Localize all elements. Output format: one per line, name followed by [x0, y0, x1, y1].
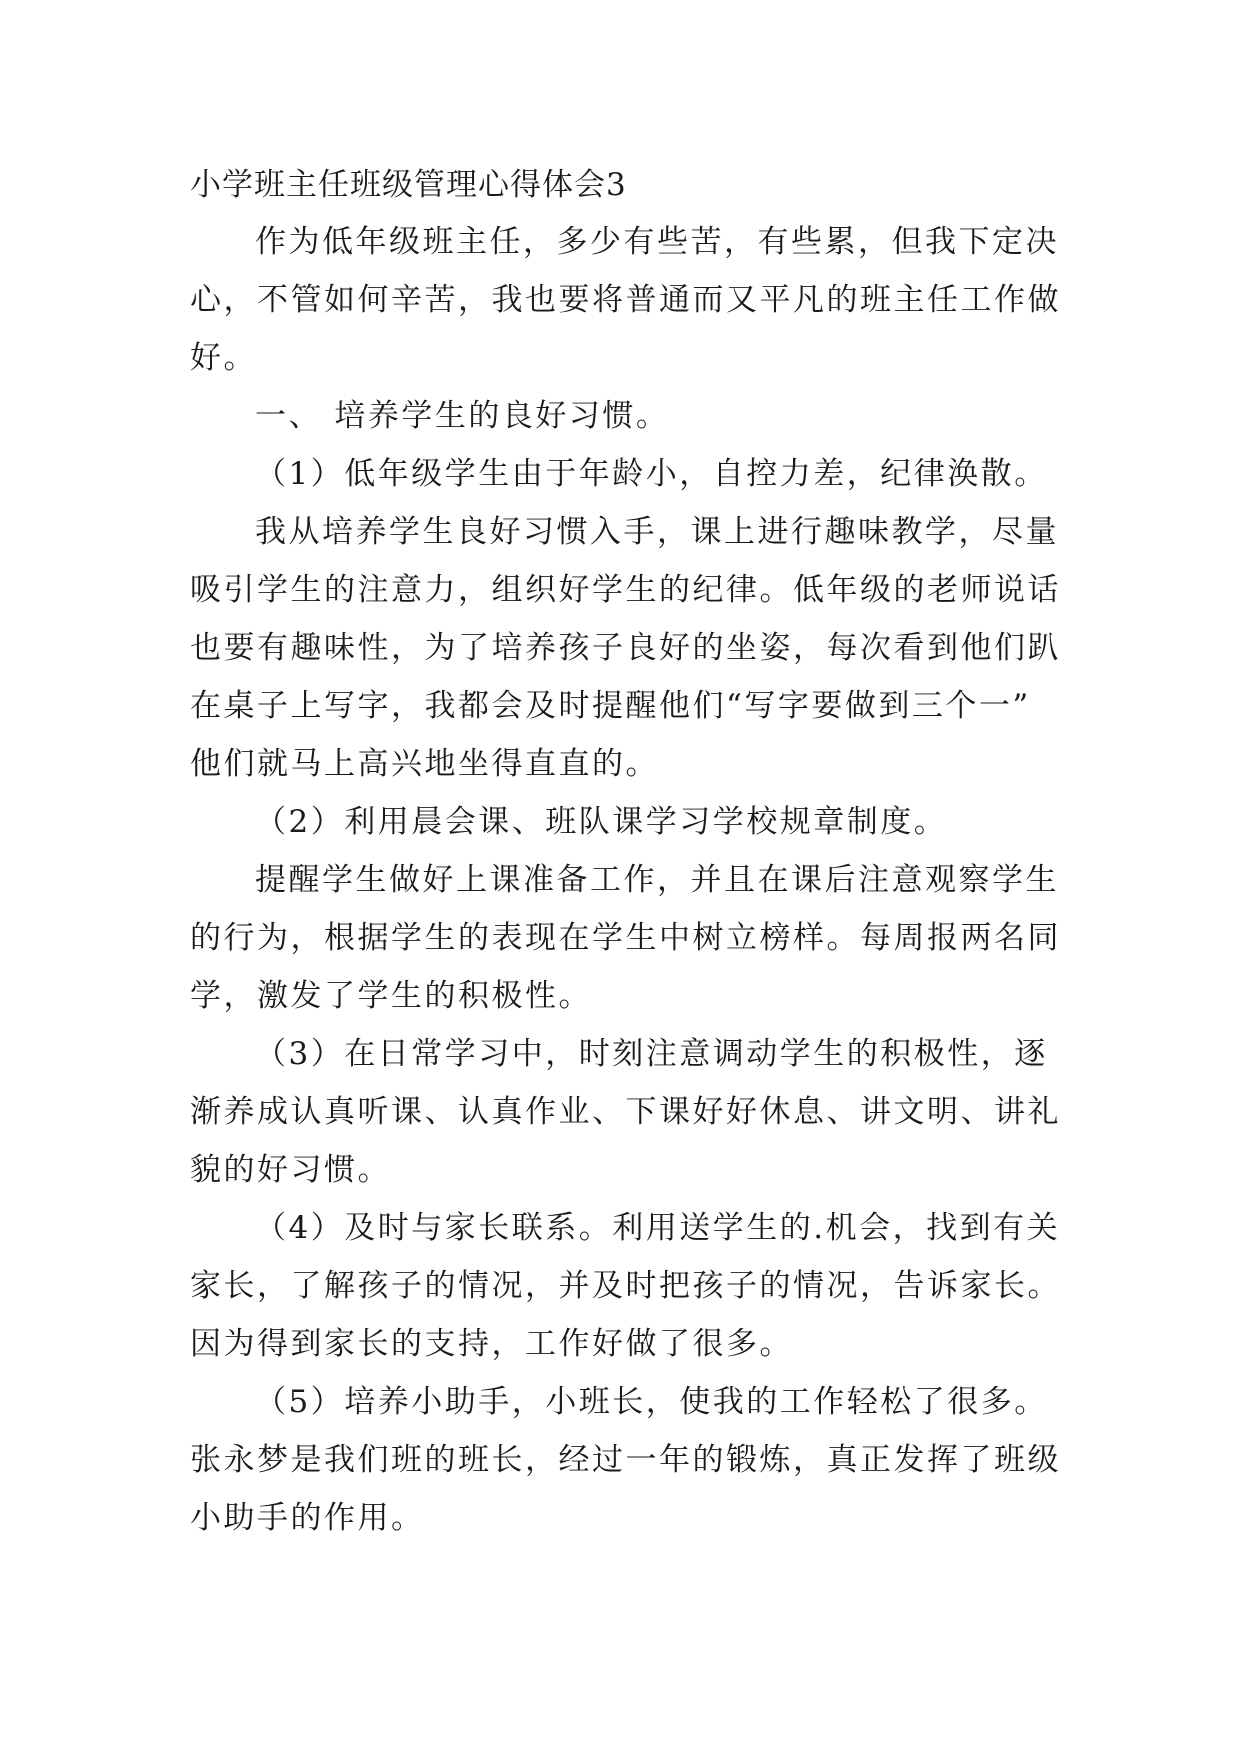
- paragraph-line: 作为低年级班主任，多少有些苦，有些累，但我下定决: [255, 224, 1059, 260]
- paragraph-line: 心，不管如何辛苦，我也要将普通而又平凡的班主任工作做: [190, 282, 1061, 318]
- list-item-heading: （1）低年级学生由于年龄小，自控力差，纪律涣散。: [255, 456, 1048, 492]
- paragraph-line: 的行为，根据学生的表现在学生中树立榜样。每周报两名同: [190, 920, 1061, 956]
- paragraph-line: 因为得到家长的支持，工作好做了很多。: [190, 1326, 793, 1362]
- paragraph-line: 貌的好习惯。: [190, 1152, 391, 1188]
- paragraph-line: 在桌子上写字，我都会及时提醒他们“写字要做到三个一”: [190, 688, 1031, 724]
- paragraph-line: 渐养成认真听课、认真作业、下课好好休息、讲文明、讲礼: [190, 1094, 1061, 1130]
- list-item-heading: （2）利用晨会课、班队课学习学校规章制度。: [255, 804, 948, 840]
- paragraph-line: 他们就马上高兴地坐得直直的。: [190, 746, 659, 782]
- document-title: 小学班主任班级管理心得体会3: [190, 167, 627, 203]
- paragraph-line: 张永梦是我们班的班长，经过一年的锻炼，真正发挥了班级: [190, 1442, 1061, 1478]
- paragraph-line: 小助手的作用。: [190, 1500, 425, 1536]
- paragraph-line: 家长，了解孩子的情况，并及时把孩子的情况，告诉家长。: [190, 1268, 1061, 1304]
- paragraph-line: 学，激发了学生的积极性。: [190, 978, 592, 1014]
- paragraph-line: 我从培养学生良好习惯入手，课上进行趣味教学，尽量: [255, 514, 1059, 550]
- paragraph-line: 吸引学生的注意力，组织好学生的纪律。低年级的老师说话: [190, 572, 1061, 608]
- paragraph-line: 提醒学生做好上课准备工作，并且在课后注意观察学生: [255, 862, 1059, 898]
- list-item-heading: （4）及时与家长联系。利用送学生的.机会，找到有关: [255, 1210, 1061, 1246]
- section-heading: 一、 培养学生的良好习惯。: [255, 398, 670, 434]
- list-item-heading: （5）培养小助手，小班长，使我的工作轻松了很多。: [255, 1384, 1048, 1420]
- list-item-heading: （3）在日常学习中，时刻注意调动学生的积极性，逐: [255, 1036, 1048, 1072]
- paragraph-line: 也要有趣味性，为了培养孩子良好的坐姿，每次看到他们趴: [190, 630, 1061, 666]
- paragraph-line: 好。: [190, 340, 257, 376]
